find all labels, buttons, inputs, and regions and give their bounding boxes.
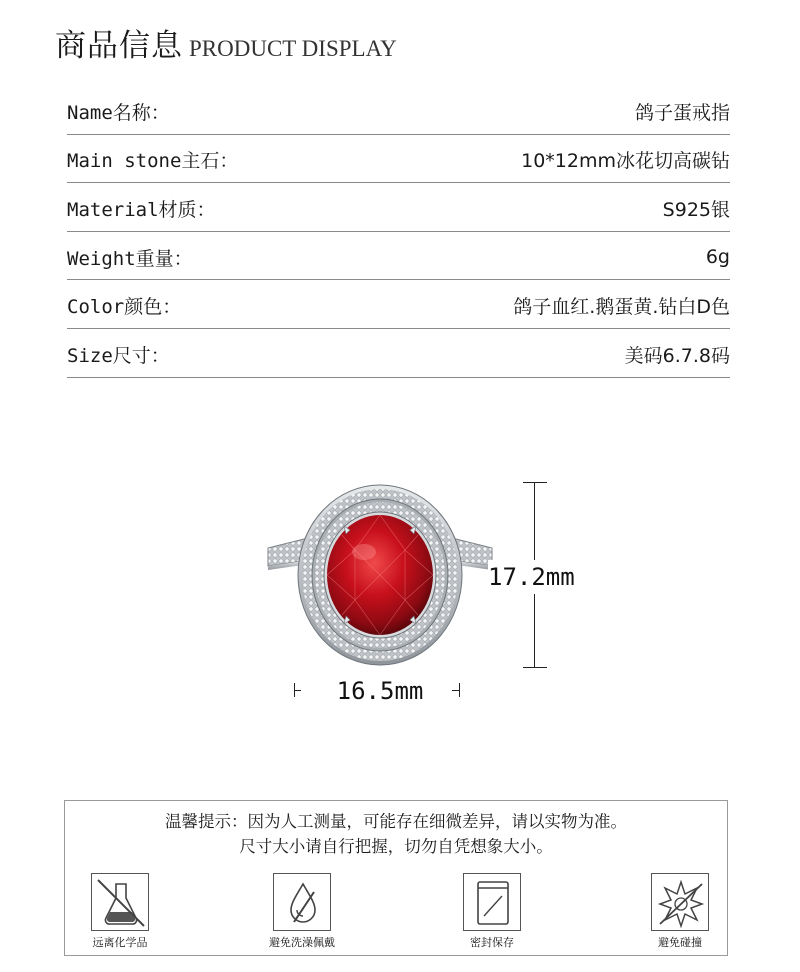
- care-item-water: [247, 873, 357, 953]
- page-title: 商品信息: [55, 28, 183, 64]
- spec-row-color: [67, 280, 730, 329]
- page-header: [55, 20, 397, 64]
- spec-label: Color颜色：: [67, 296, 182, 319]
- spec-label: Material材质：: [67, 198, 216, 221]
- spec-row-name: [67, 86, 730, 135]
- care-notice-box: [64, 800, 728, 956]
- spec-row-material: [67, 183, 730, 232]
- notice-text: [65, 809, 727, 859]
- sealed-bag-icon: [463, 873, 521, 931]
- spec-row-size: [67, 329, 730, 378]
- care-item-impact: [625, 873, 735, 953]
- notice-line-1: 温馨提示：因为人工测量，可能存在细微差异，请以实物为准。: [165, 812, 627, 831]
- chemical-prohibited-icon: [91, 873, 149, 931]
- width-dimension-cap-right: [452, 683, 460, 697]
- spec-value: 美码6.7.8码: [624, 344, 730, 367]
- spec-row-weight: [67, 232, 730, 281]
- care-item-sealed: [437, 873, 547, 953]
- care-label: 避免碰撞: [658, 936, 702, 949]
- water-drop-prohibited-icon: [273, 873, 331, 931]
- height-dimension-label: 17.2mm: [488, 560, 588, 594]
- width-dimension-label: 16.5mm: [336, 677, 424, 705]
- notice-line-2: 尺寸大小请自行把握，切勿自凭想象大小。: [239, 837, 553, 856]
- spec-value: 鸽子蛋戒指: [634, 101, 730, 124]
- spec-row-main-stone: [67, 135, 730, 184]
- care-label: 远离化学品: [92, 936, 148, 949]
- spec-label: Weight重量：: [67, 247, 193, 270]
- spec-label: Main stone主石：: [67, 150, 239, 173]
- care-label: 密封保存: [470, 936, 514, 949]
- ring-product-image: [260, 480, 500, 670]
- care-label: 避免洗澡佩戴: [269, 936, 335, 949]
- spec-value: 10*12mm冰花切高碳钻: [521, 150, 730, 173]
- dimension-cap-bottom: [523, 667, 547, 668]
- page-subtitle: PRODUCT DISPLAY: [189, 36, 397, 61]
- dimension-cap-top: [523, 482, 547, 483]
- spec-value: S925银: [662, 198, 730, 221]
- width-dimension-cap-left: [294, 683, 302, 697]
- spec-value: 6g: [705, 246, 730, 269]
- spec-value: 鸽子血红.鹅蛋黄.钻白D色: [513, 296, 730, 319]
- spec-label: Size尺寸：: [67, 344, 170, 367]
- spec-label: Name名称：: [67, 101, 170, 124]
- spec-table: [67, 86, 730, 378]
- care-item-chemicals: [65, 873, 175, 953]
- impact-prohibited-icon: [651, 873, 709, 931]
